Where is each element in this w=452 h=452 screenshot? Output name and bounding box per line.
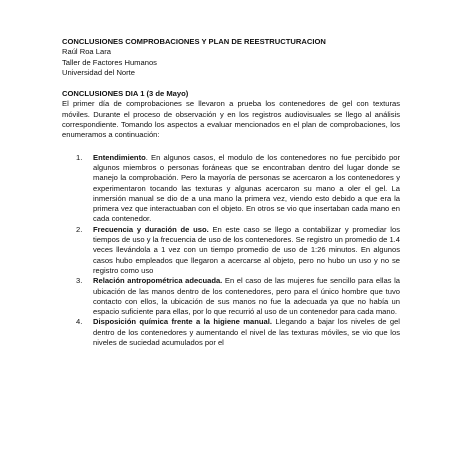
list-item-number: 2. — [76, 224, 83, 234]
list-item-text: Llegando a bajar los niveles de gel dentro de los contenedores y aumentando el nivel de las texturas móviles, se vio que los niveles de suciedad acumulados por el — [93, 317, 400, 348]
list-item-lead: Relación antropométrica adecuada. — [93, 276, 223, 286]
intro-paragraph: El primer día de comprobaciones se llevaron a prueba los contenedores de gel con texturas móviles. Durante el proceso de observación y en los registros audiovisuales se llego al análisis correspondiente. Tomando los aspectos a evaluar mencionados en el plan de comprobaciones, los enumeramos a continuación: — [62, 99, 400, 140]
author-name: Raúl Roa Lara — [62, 47, 111, 57]
list-item — [76, 317, 400, 348]
list-item-text: En el caso de las mujeres fue sencillo para ellas la ubicación de las manos dentro de los contenedores, pero para el único hombre que tuvo contacto con ellos, la ubicación de sus manos no fue la adecuada ya que no había un espacio suficiente para ellas, por lo que recurrió al uso de un contenedor para cada mano. — [93, 276, 401, 317]
list-item-number: 3. — [76, 276, 83, 286]
institution-name: Universidad del Norte — [62, 67, 136, 77]
list-item-number: 1. — [76, 152, 83, 162]
course-name: Taller de Factores Humanos — [62, 57, 157, 67]
list-item — [76, 224, 400, 276]
list-item-number: 4. — [76, 317, 83, 327]
list-item — [76, 152, 400, 225]
list-item-lead: Disposición química frente a la higiene manual. — [93, 317, 272, 327]
list-item-lead: Frecuencia y duración de uso. — [93, 224, 209, 234]
list-item-lead: Entendimiento — [93, 152, 146, 162]
list-item-text: . En algunos casos, el modulo de los contenedores no fue percibido por algunos miembros o personas foráneas que se encontraban dentro del lugar donde se manejo la comprobación. Pero la mayoría de personas se acercaron a los contenedores y experimentaron tocando las texturas y algunas acercaron su mano a oler el gel. La inmersión manual se dio de a una mano la primera vez, viendo esto debido a que era la primera vez que interactuaban con el objeto. En otros se vio que insertaban cada mano en cada contenedor. — [93, 152, 400, 224]
spacer — [62, 78, 400, 89]
conclusions-list — [62, 153, 400, 349]
section-heading: CONCLUSIONES DIA 1 (3 de Mayo) — [62, 89, 189, 99]
document-title: CONCLUSIONES COMPROBACIONES Y PLAN DE REESTRUCTURACION — [62, 37, 326, 46]
list-item — [76, 276, 401, 317]
list-item-text: En este caso se llego a contabilizar y promediar los tiempos de uso y la frecuencia de uso de los contenedores. Se registro un promedio de 1.4 veces llevándola a 1 vez con un tiempo promedio de uso de 1:26 minutos. En algunos casos hubo empleados que llegaron a acercarse al objeto, pero no hubo un uso y no se registro como uso — [93, 224, 400, 275]
